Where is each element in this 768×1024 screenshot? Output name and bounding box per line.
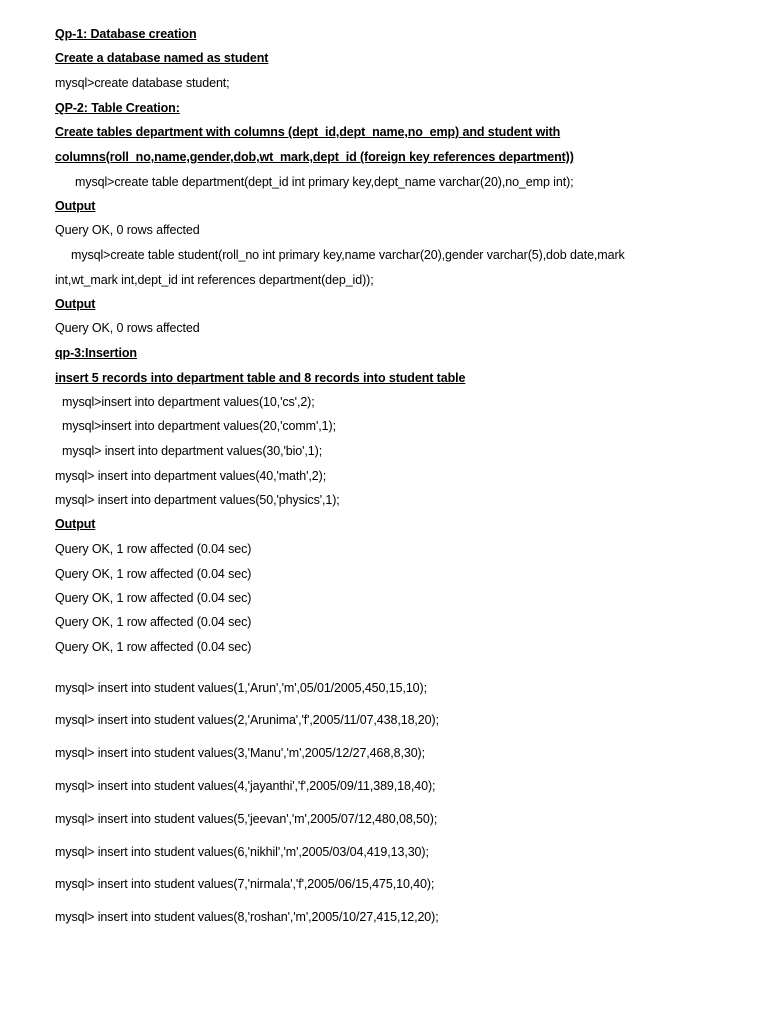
dept-result-line: Query OK, 1 row affected (0.04 sec)	[55, 567, 252, 581]
student-insert-line: mysql> insert into student values(2,'Arunima','f',2005/11/07,438,18,20);	[55, 713, 439, 727]
dept-insert-line: mysql> insert into department values(30,'bio',1);	[62, 444, 323, 458]
dept-result-line: Query OK, 1 row affected (0.04 sec)	[55, 591, 252, 605]
qp2-command-department: mysql>create table department(dept_id int primary key,dept_name varchar(20),no_emp int);	[75, 175, 574, 189]
dept-insert-line: mysql> insert into department values(50,'physics',1);	[55, 493, 340, 507]
dept-insert-line: mysql> insert into department values(40,'math',2);	[55, 469, 327, 483]
qp3-task: insert 5 records into department table and 8 records into student table	[55, 371, 466, 385]
qp2-task-line2: columns(roll_no,name,gender,dob,wt_mark,dept_id (foreign key references department))	[55, 150, 574, 164]
output-label: Output	[55, 199, 96, 213]
qp2-task-line1: Create tables department with columns (dept_id,dept_name,no_emp) and student with	[55, 125, 561, 139]
qp2-heading: QP-2: Table Creation:	[55, 101, 180, 115]
dept-result-line: Query OK, 1 row affected (0.04 sec)	[55, 615, 252, 629]
qp2-command-student-line1: mysql>create table student(roll_no int primary key,name varchar(20),gender varchar(5),dob date,mark	[71, 248, 625, 262]
qp2-command-student-line2: int,wt_mark int,dept_id int references department(dep_id));	[55, 273, 374, 287]
student-insert-line: mysql> insert into student values(8,'roshan','m',2005/10/27,415,12,20);	[55, 910, 439, 924]
student-insert-line: mysql> insert into student values(5,'jeevan','m',2005/07/12,480,08,50);	[55, 812, 438, 826]
dept-insert-line: mysql>insert into department values(20,'comm',1);	[62, 419, 336, 433]
qp1-command: mysql>create database student;	[55, 76, 230, 90]
dept-result-line: Query OK, 1 row affected (0.04 sec)	[55, 542, 252, 556]
student-insert-line: mysql> insert into student values(4,'jayanthi','f',2005/09/11,389,18,40);	[55, 779, 436, 793]
student-insert-line: mysql> insert into student values(7,'nirmala','f',2005/06/15,475,10,40);	[55, 877, 435, 891]
dept-insert-line: mysql>insert into department values(10,'cs',2);	[62, 395, 315, 409]
output-label: Output	[55, 517, 96, 531]
qp1-heading: Qp-1: Database creation	[55, 27, 197, 41]
student-insert-line: mysql> insert into student values(1,'Arun','m',05/01/2005,450,15,10);	[55, 681, 427, 695]
dept-result-line: Query OK, 1 row affected (0.04 sec)	[55, 640, 252, 654]
qp2-result-department: Query OK, 0 rows affected	[55, 223, 200, 237]
output-label: Output	[55, 297, 96, 311]
qp3-heading: qp-3:Insertion	[55, 346, 137, 360]
qp1-task: Create a database named as student	[55, 51, 269, 65]
student-insert-line: mysql> insert into student values(6,'nikhil','m',2005/03/04,419,13,30);	[55, 845, 429, 859]
qp2-result-student: Query OK, 0 rows affected	[55, 321, 200, 335]
student-insert-line: mysql> insert into student values(3,'Manu','m',2005/12/27,468,8,30);	[55, 746, 425, 760]
